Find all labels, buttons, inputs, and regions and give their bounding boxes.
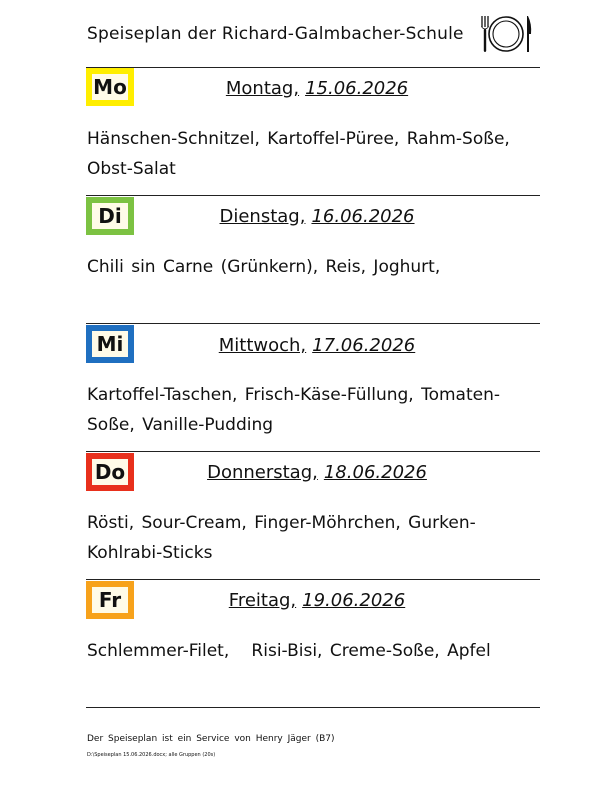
date: 17.06.2026 [312, 335, 416, 356]
menu-monday: Hänschen-Schnitzel, Kartoffel-Püree, Rahm-Soße, Obst-Salat [87, 129, 510, 179]
weekday: Donnerstag, [207, 462, 318, 483]
weekday: Montag, [225, 78, 300, 99]
badge-label: Fr [92, 587, 128, 613]
divider [86, 707, 540, 708]
date: 15.06.2026 [305, 78, 409, 99]
weekday: Mittwoch, [218, 335, 307, 356]
day-heading-tuesday [160, 206, 474, 227]
divider [86, 451, 540, 452]
badge-do [86, 453, 134, 491]
date: 18.06.2026 [323, 462, 427, 483]
day-heading-wednesday [160, 335, 474, 356]
divider [86, 195, 540, 196]
badge-mi [86, 325, 134, 363]
footer-file-info: D:\Speiseplan 15.06.2026.docx; alle Gruppen (20s) [87, 752, 216, 758]
menu-tuesday: Chili sin Carne (Grünkern), Reis, Joghurt, [87, 257, 441, 277]
badge-label: Di [92, 203, 128, 229]
badge-label: Do [92, 459, 128, 485]
badge-label: Mi [92, 331, 128, 357]
menu-friday: Schlemmer-Filet, Risi-Bisi, Creme-Soße, Apfel [87, 641, 491, 661]
plate-cutlery-icon [478, 14, 534, 54]
menu-wednesday: Kartoffel-Taschen, Frisch-Käse-Füllung, Tomaten-Soße, Vanille-Pudding [87, 385, 501, 435]
page-title: Speiseplan der Richard-Galmbacher-Schule [87, 24, 464, 44]
menu-thursday: Rösti, Sour-Cream, Finger-Möhrchen, Gurken- Kohlrabi-Sticks [87, 513, 476, 563]
day-heading-friday [160, 590, 474, 611]
divider [86, 323, 540, 324]
weekday: Dienstag, [219, 206, 306, 227]
badge-mo [86, 68, 134, 106]
day-heading-monday [160, 78, 474, 99]
date: 19.06.2026 [302, 590, 406, 611]
badge-fr [86, 581, 134, 619]
badge-label: Mo [93, 75, 127, 99]
footer-service-note: Der Speiseplan ist ein Service von Henry Jäger (B7) [87, 734, 335, 744]
badge-di [86, 197, 134, 235]
day-heading-thursday [160, 462, 474, 483]
weekday: Freitag, [228, 590, 297, 611]
divider [86, 579, 540, 580]
divider [86, 67, 540, 68]
date: 16.06.2026 [311, 206, 415, 227]
